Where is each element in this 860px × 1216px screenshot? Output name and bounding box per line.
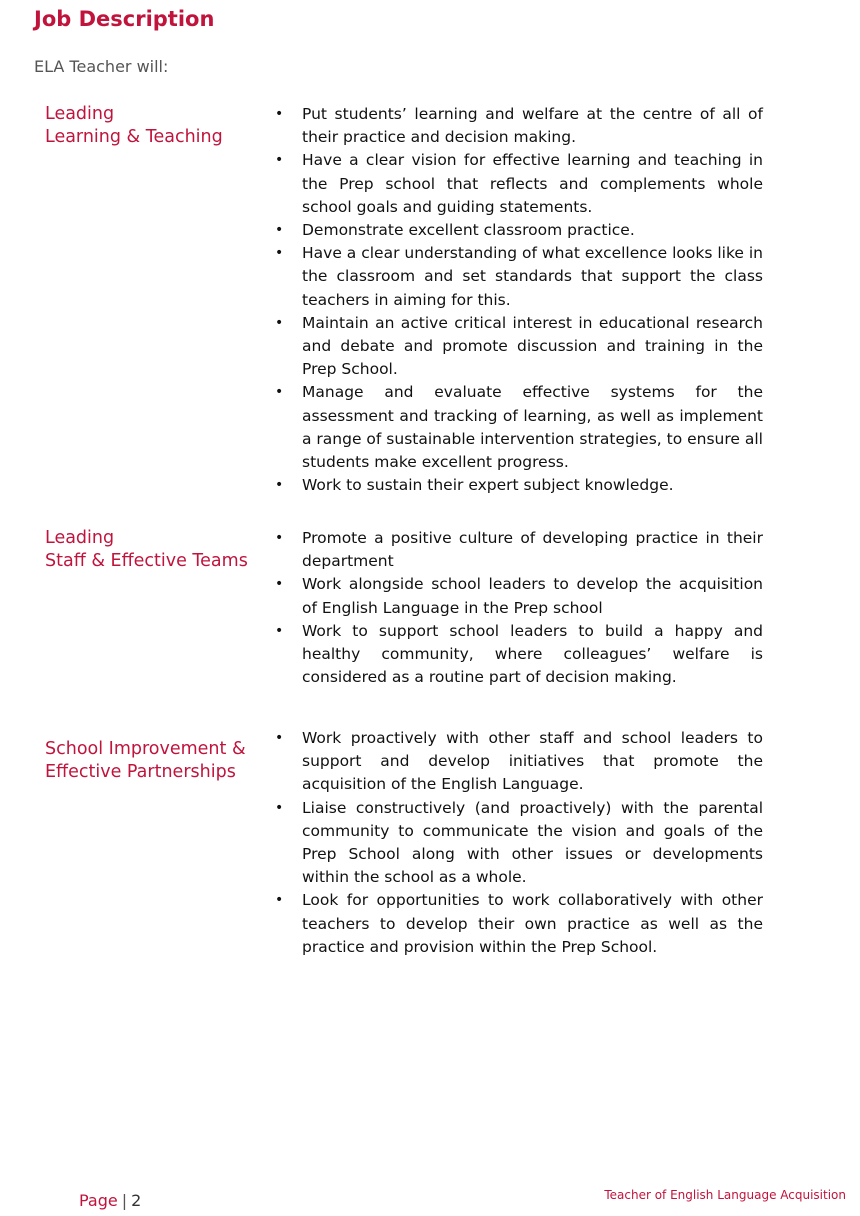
list-item-text: Manage and evaluate effective systems for the assessment and tracking of learning, as well as implement a range of sustainable intervention strategies, to ensure all students make excellent progress.: [302, 383, 763, 472]
section-heading-line: Leading: [45, 528, 115, 548]
bullet-icon: •: [275, 799, 284, 816]
list-item: [272, 620, 763, 690]
list-item-text: Demonstrate excellent classroom practice.: [302, 221, 635, 240]
bullet-icon: •: [275, 622, 284, 639]
section-heading-line: Leading: [45, 104, 115, 124]
list-item-text: Have a clear vision for effective learning and teaching in the Prep school that reflects and complements whole school goals and guiding statements.: [302, 151, 763, 216]
section-heading: [45, 527, 260, 572]
list-item-text: Work proactively with other staff and school leaders to support and develop initiatives that promote the acquisition of the English Language.: [302, 729, 763, 794]
footer-separator: |: [121, 1191, 128, 1210]
list-item-text: Put students’ learning and welfare at the centre of all of their practice and decision making.: [302, 105, 763, 147]
bullet-icon: •: [275, 892, 284, 909]
bullet-icon: •: [275, 222, 284, 239]
list-item: [272, 527, 763, 573]
list-item-text: Look for opportunities to work collaboratively with other teachers to develop their own practice as well as the practice and provision within the Prep School.: [302, 891, 763, 956]
page-label: Page: [79, 1191, 118, 1210]
list-item: [272, 797, 763, 890]
list-item: [272, 312, 763, 382]
bullet-icon: •: [275, 152, 284, 169]
list-item: [272, 149, 763, 219]
list-item: [272, 727, 763, 797]
list-item: [272, 242, 763, 312]
intro-text: ELA Teacher will:: [34, 57, 169, 76]
list-item-text: Maintain an active critical interest in educational research and debate and promote discussion and training in the Prep School.: [302, 313, 763, 379]
page-title: Job Description: [34, 7, 215, 31]
bullet-list: [272, 727, 763, 959]
bullet-icon: •: [275, 106, 284, 122]
list-item: [272, 103, 763, 149]
list-item: [272, 381, 763, 474]
bullet-icon: •: [275, 477, 284, 494]
list-item: [272, 219, 763, 242]
section-heading: [45, 103, 260, 148]
bullet-icon: •: [275, 384, 284, 401]
bullet-list: [272, 103, 763, 497]
section-heading-line: Learning & Teaching: [45, 126, 223, 147]
list-item-text: Work to sustain their expert subject knowledge.: [302, 476, 674, 495]
list-item-text: Have a clear understanding of what excellence looks like in the classroom and set standards that support the class teachers in aiming for this.: [302, 244, 763, 309]
section-heading-line: Staff & Effective Teams: [45, 550, 248, 571]
page-number: 2: [131, 1191, 142, 1210]
section-heading-line: Effective Partnerships: [45, 761, 236, 782]
list-item-text: Promote a positive culture of developing practice in their department: [302, 529, 763, 571]
bullet-icon: •: [275, 576, 284, 593]
page-number-footer: [79, 1190, 141, 1212]
footer-document-title: Teacher of English Language Acquisition: [604, 1188, 846, 1202]
list-item: [272, 573, 763, 619]
list-item: [272, 889, 763, 959]
bullet-icon: •: [275, 314, 284, 331]
bullet-icon: •: [275, 530, 284, 546]
bullet-icon: •: [275, 730, 284, 746]
bullet-list: [272, 527, 763, 689]
section-heading: [45, 738, 260, 783]
list-item-text: Work to support school leaders to build a happy and healthy community, where colleagues’ welfare is considered as a routine part of decision making.: [302, 621, 763, 687]
list-item-text: Work alongside school leaders to develop the acquisition of English Language in the Prep school: [302, 575, 763, 617]
section-heading-line: School Improvement &: [45, 739, 246, 759]
list-item-text: Liaise constructively (and proactively) with the parental community to communicate the vision and goals of the Prep School along with other issues or developments within the school as a whole.: [302, 798, 763, 887]
list-item: [272, 474, 763, 497]
bullet-icon: •: [275, 245, 284, 262]
